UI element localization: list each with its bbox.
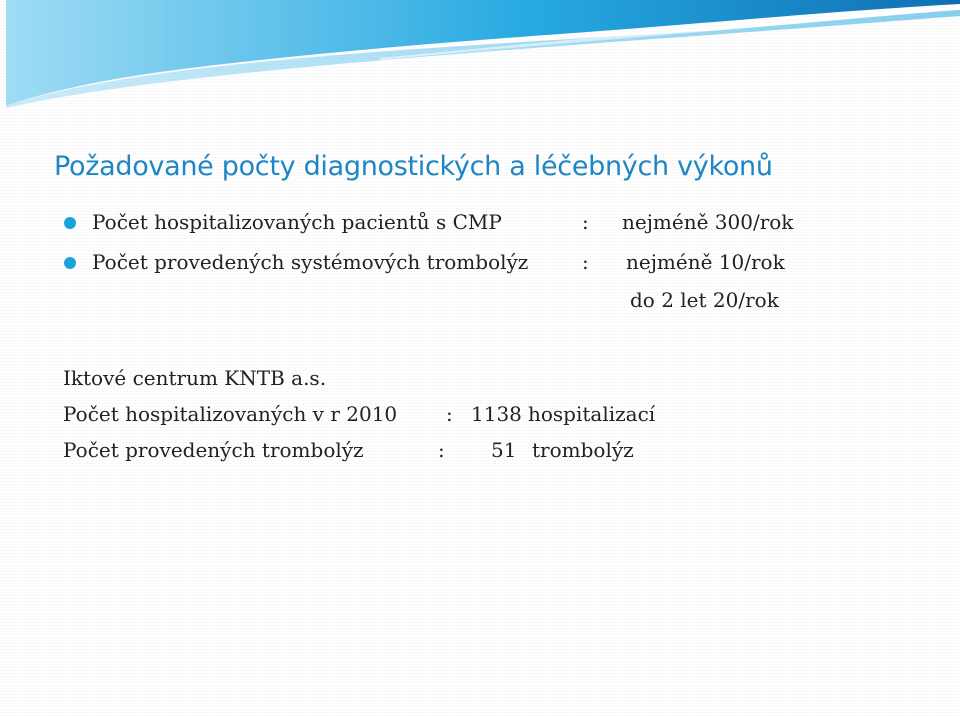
- bullet-icon: [64, 257, 76, 269]
- centre-row-unit: trombolýz: [532, 438, 634, 462]
- centre-row-value: 51: [491, 438, 517, 462]
- bullet-icon: [64, 217, 76, 229]
- centre-row-value: 1138: [471, 402, 522, 426]
- centre-row-separator: :: [446, 402, 453, 426]
- requirement-value: nejméně 10/rok: [626, 250, 785, 274]
- requirement-label: Počet hospitalizovaných pacientů s CMP: [92, 210, 502, 234]
- requirement-separator: :: [582, 250, 589, 274]
- slide-title: Požadované počty diagnostických a léčebných výkonů: [54, 151, 773, 182]
- header-wave-main: [6, 0, 960, 106]
- centre-row-label: Počet hospitalizovaných v r 2010: [63, 402, 398, 426]
- centre-row-label: Počet provedených trombolýz: [63, 438, 364, 462]
- centre-row-unit: hospitalizací: [528, 402, 656, 426]
- centre-name: Iktové centrum KNTB a.s.: [63, 366, 327, 390]
- requirement-note: do 2 let 20/rok: [630, 288, 779, 312]
- requirement-separator: :: [582, 210, 589, 234]
- centre-row-separator: :: [438, 438, 445, 462]
- requirement-label: Počet provedených systémových trombolýz: [92, 250, 529, 274]
- header-wave-decoration: [0, 0, 960, 110]
- requirement-value: nejméně 300/rok: [622, 210, 794, 234]
